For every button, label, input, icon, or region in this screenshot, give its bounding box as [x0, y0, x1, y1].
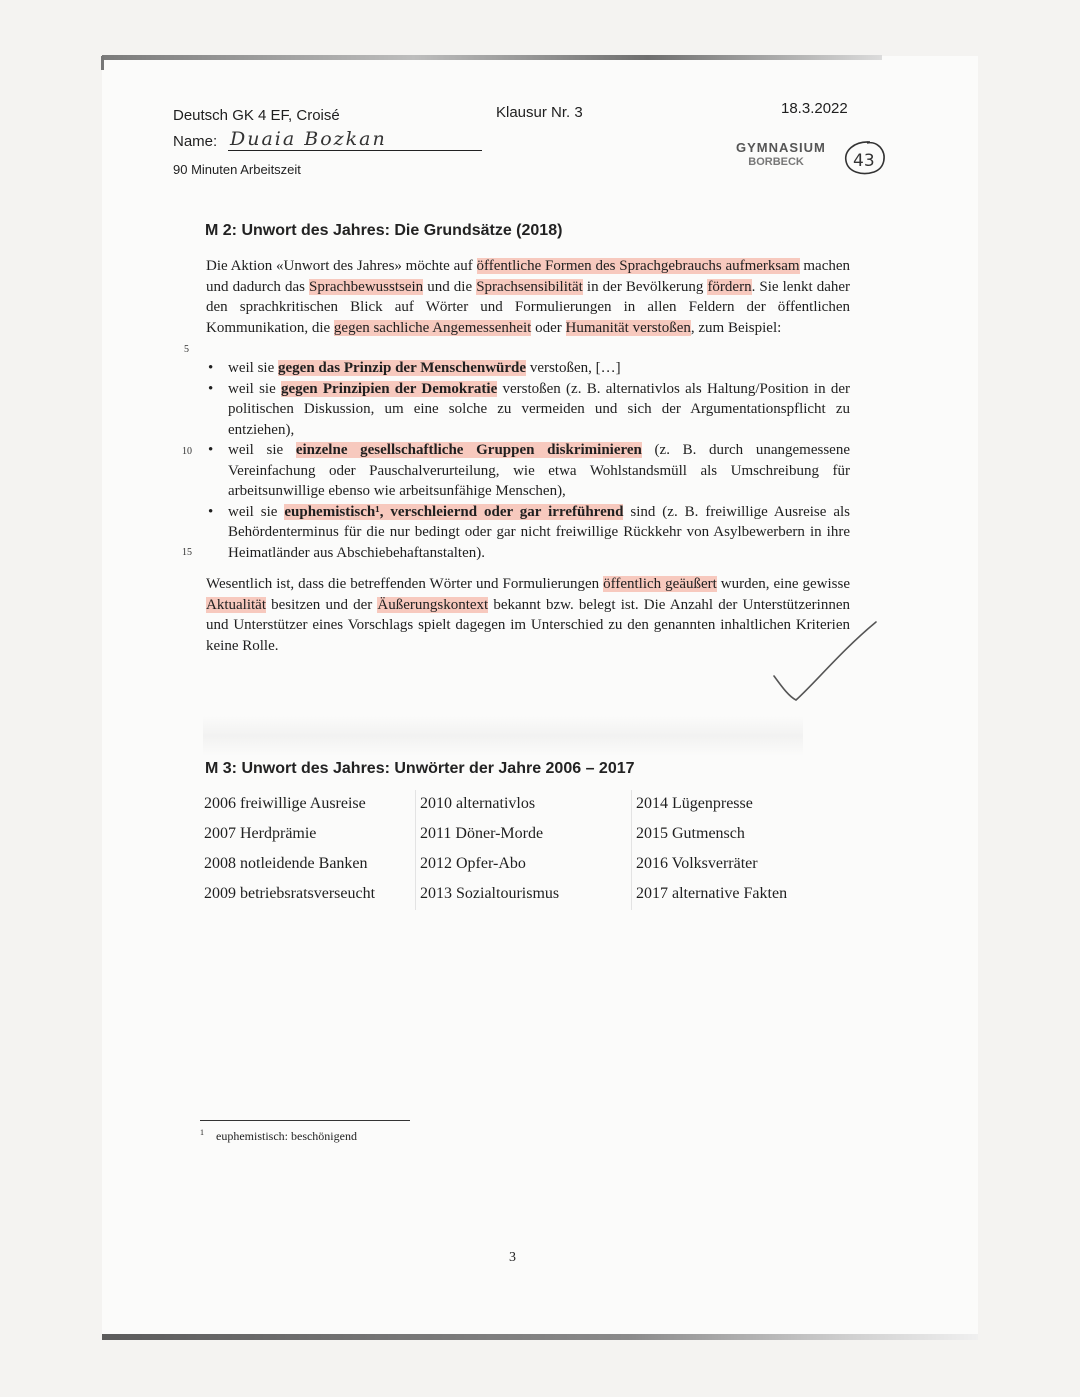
school-logo-line2: BORBECK	[748, 156, 804, 168]
school-logo-line1: GYMNASIUM	[736, 140, 826, 155]
line-number: 10	[182, 446, 192, 457]
table-cell: 2013 Sozialtourismus	[416, 880, 632, 910]
table-cell: 2012 Opfer-Abo	[416, 850, 632, 880]
list-item: • weil sie euphemistisch¹, verschleiernd oder gar irreführend sind (z. B. freiwillige Ausreise als Behördenterminus für die nur bedingt oder gar nicht freiwillige Rückkehr von Asylbewerbern in ihre Heimatländer aus Abschiebehaftanstalten).	[206, 502, 850, 564]
table-row	[200, 850, 842, 880]
table-cell: 2009 betriebsratsverseucht	[204, 885, 376, 902]
table-cell: 2017 alternative Fakten	[632, 880, 843, 910]
course-label: Deutsch GK 4 EF, Croisé	[173, 107, 340, 124]
highlight: Humanität verstoßen	[565, 319, 691, 336]
m2-criteria-list	[206, 358, 850, 563]
highlight: Äußerungskontext	[377, 596, 489, 613]
footnote-marker: 1	[200, 1128, 204, 1137]
line-number: 5	[184, 344, 189, 355]
student-name-handwritten: Duaia Bozkan	[230, 128, 387, 150]
footnote	[200, 1128, 357, 1144]
name-underline	[228, 150, 482, 151]
m3-title: M 3: Unwort des Jahres: Unwörter der Jahre 2006 – 2017	[205, 760, 635, 777]
page-edge-top	[102, 55, 882, 60]
table-cell: 2006 freiwillige Ausreise	[204, 795, 366, 812]
m2-closing-paragraph: Wesentlich ist, dass die betreffenden Wörter und Formulierungen öffentlich geäußert wurden, eine gewisse Aktualität besitzen und der Äußerungskontext bekannt bzw. belegt ist. Die Anzahl der Unterstützerinnen und Unterstützer eines Vorschlags spielt dagegen im Unterschied zu den genannten inhaltlichen Kriterien keine Rolle.	[206, 576, 850, 654]
unwords-table	[200, 790, 842, 910]
table-cell: 2010 alternativlos	[416, 790, 632, 820]
highlight: öffentliche Formen des Sprachgebrauchs aufmerksam	[476, 258, 800, 274]
school-logo	[736, 140, 826, 168]
page-edge-bottom	[102, 1334, 978, 1340]
list-item: • weil sie gegen Prinzipien der Demokratie verstoßen (z. B. alternativlos als Haltung/Position in der politischen Diskussion, um eine solche zu vermeiden und sich der Argumentationspflicht zu entziehen),	[206, 379, 850, 441]
list-item: • weil sie gegen das Prinzip der Menschenwürde verstoßen, […]	[206, 358, 850, 379]
table-row	[200, 880, 842, 910]
table-row	[200, 820, 842, 850]
page-edge-left	[101, 56, 104, 70]
table-row	[200, 790, 842, 820]
exam-date: 18.3.2022	[781, 100, 848, 117]
highlight: Sprachbewusstsein	[309, 278, 424, 295]
grade-circle-icon	[840, 139, 888, 177]
duration-label: 90 Minuten Arbeitszeit	[173, 162, 301, 177]
table-cell: 2007 Herdprämie	[204, 825, 317, 842]
footnote-rule	[200, 1120, 410, 1121]
grade-mark: 43	[853, 151, 875, 171]
table-cell: 2014 Lügenpresse	[632, 790, 843, 820]
scan-smudge	[203, 716, 803, 756]
highlight: gegen sachliche Angemessenheit	[333, 319, 532, 336]
m2-intro-paragraph: Die Aktion «Unwort des Jahres» möchte auf öffentliche Formen des Sprachgebrauchs aufmerksam machen und dadurch das Sprachbewusstsein und die Sprachsensibilität in der Bevölkerung fördern. Sie lenkt daher den sprachkritischen Blick auf Wörter und Formulierungen in allen Feldern der öffentlichen Kommunikation, die gegen sachliche Angemessenheit oder Humanität verstoßen, zum Beispiel:	[206, 258, 851, 336]
table-cell: 2016 Volksverräter	[632, 850, 843, 880]
highlight: öffentlich geäußert	[603, 576, 717, 592]
table-cell: 2015 Gutmensch	[632, 820, 843, 850]
table-cell: 2008 notleidende Banken	[204, 855, 368, 872]
highlight: fördern	[707, 278, 752, 295]
list-item: • weil sie einzelne gesellschaftliche Gruppen diskriminieren (z. B. durch unangemessene Vereinfachung oder Pauschalverurteilung, wie etwa Wohlstandsmüll als Umschreibung für arbeitsunwillige ebenso wie arbeitsunfähige Menschen),	[206, 440, 850, 502]
highlight: Aktualität	[206, 596, 266, 613]
exam-label: Klausur Nr. 3	[496, 104, 583, 121]
table-cell: 2011 Döner-Morde	[416, 820, 632, 850]
highlight: Sprachsensibilität	[476, 278, 583, 295]
line-number: 15	[182, 547, 192, 558]
footnote-text: euphemistisch: beschönigend	[216, 1129, 357, 1143]
checkmark-icon	[770, 618, 880, 708]
name-label: Name:	[173, 133, 218, 150]
m2-title: M 2: Unwort des Jahres: Die Grundsätze (2018)	[205, 222, 563, 239]
page-number: 3	[509, 1250, 516, 1265]
